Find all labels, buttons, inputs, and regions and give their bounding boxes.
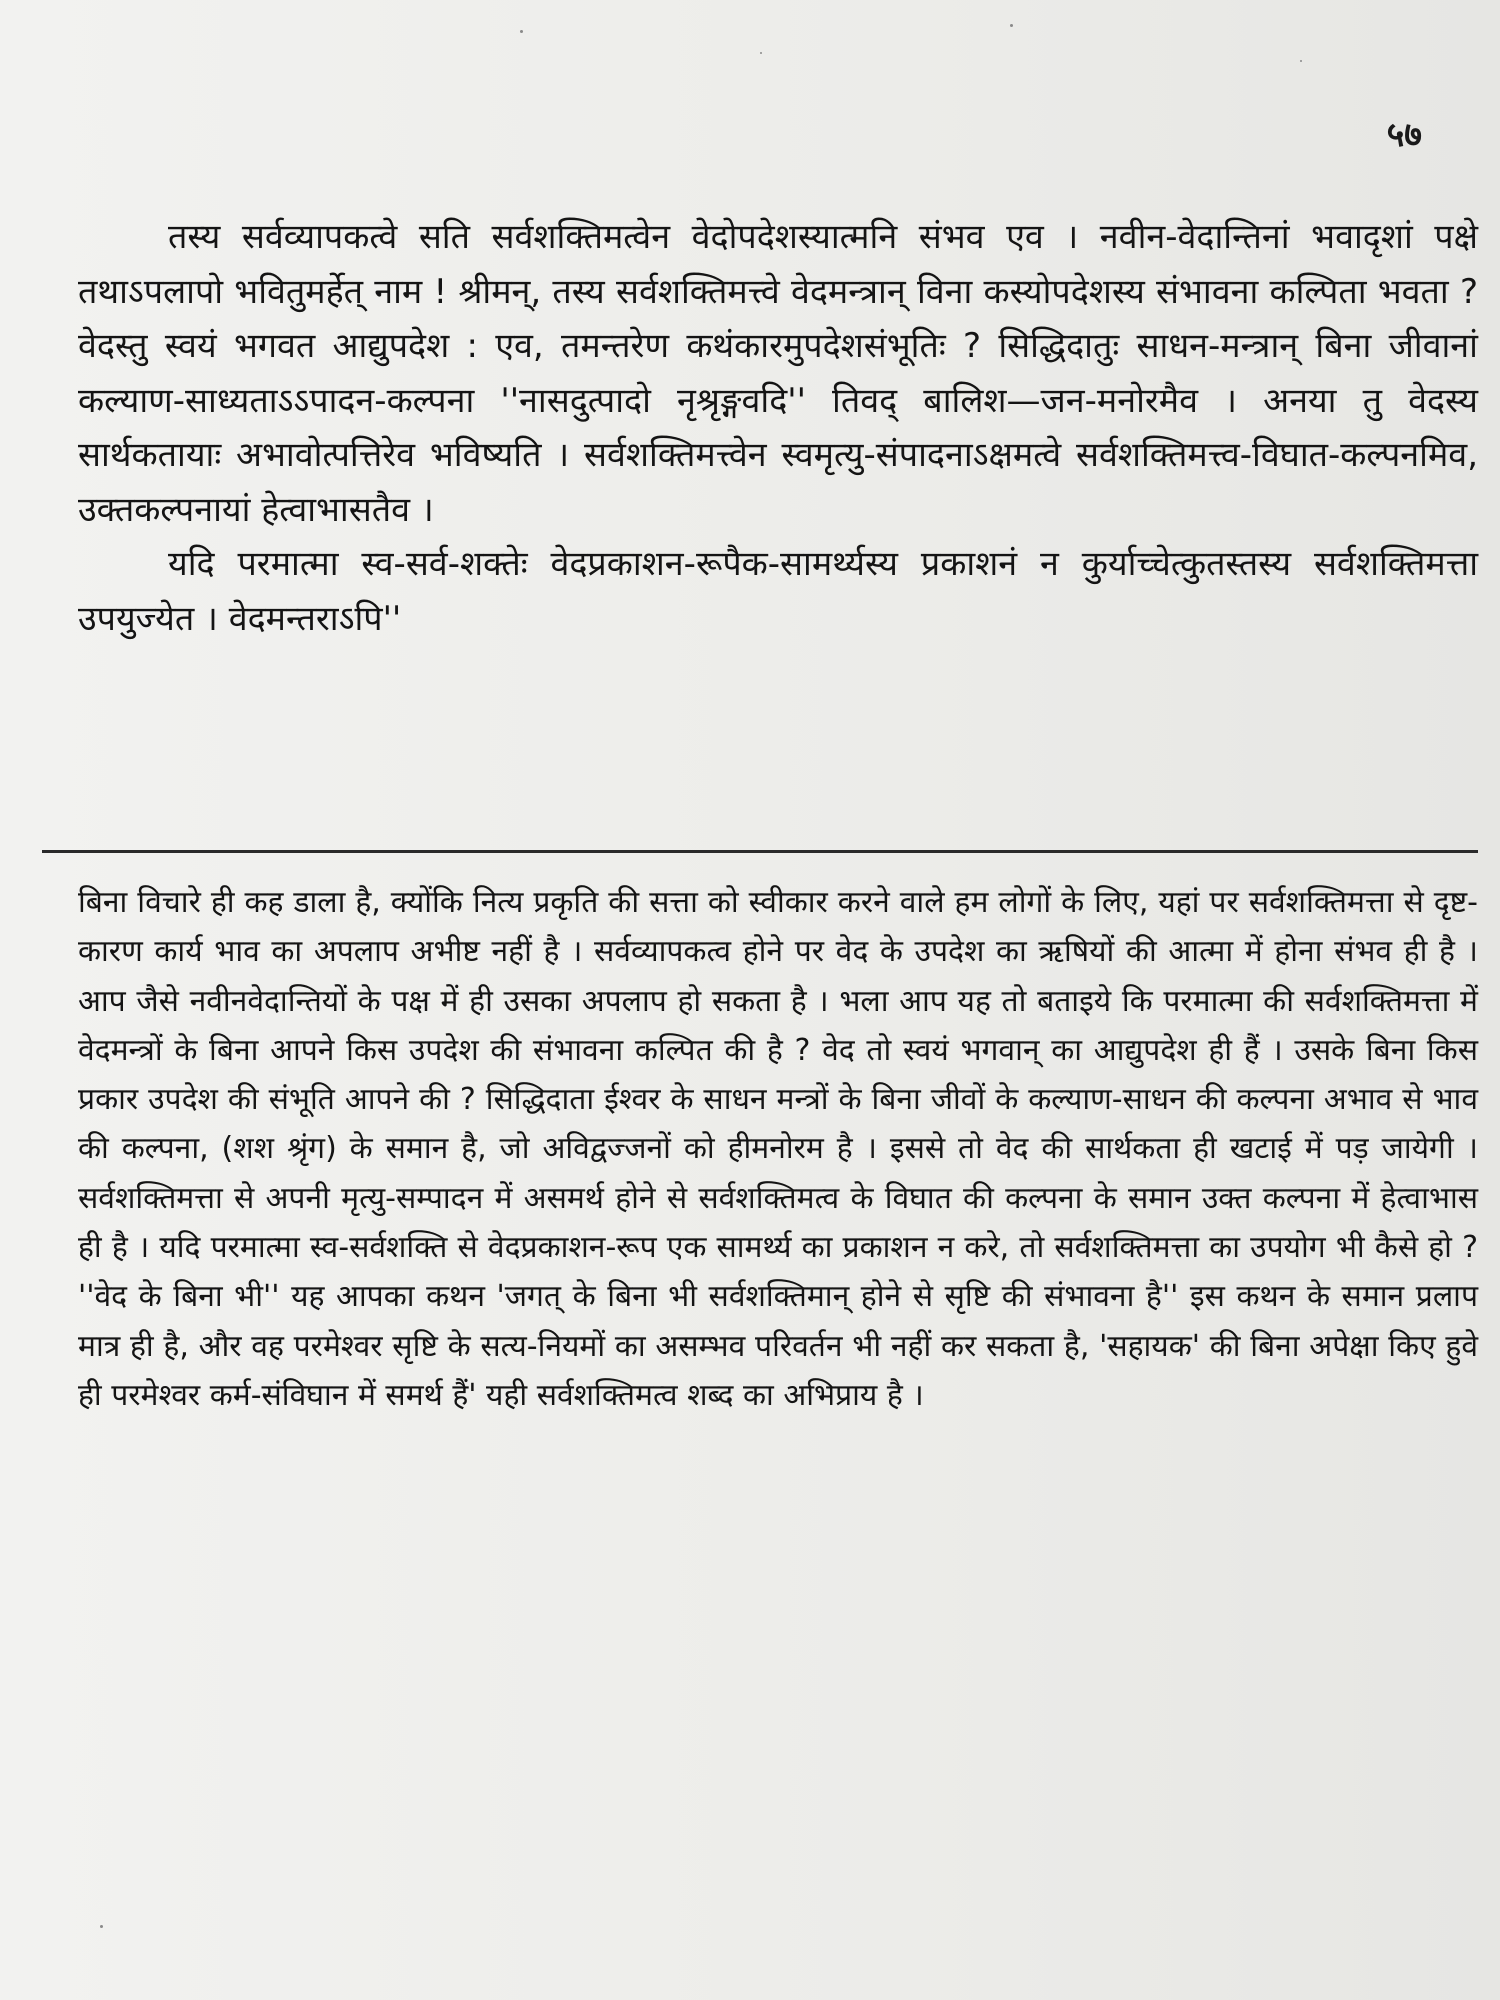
page-number: ५७ [1386,115,1422,155]
sanskrit-paragraph-2: यदि परमात्मा स्व-सर्व-शक्तेः वेदप्रकाशन-रूपैक-सामर्थ्यस्य प्रकाशनं न कुर्याच्चेत्कुतस्तस्य सर्वशक्तिमत्ता उपयुज्येत । वेदमन्तराऽपि'' [78,544,1478,639]
sanskrit-text-block [78,210,1478,646]
paper-speck [100,1925,103,1928]
paper-speck [1300,60,1302,62]
paper-speck [1010,24,1013,27]
section-divider [42,850,1478,853]
paper-speck [520,30,523,33]
paper-speck [760,52,762,54]
hindi-translation-block [78,878,1478,1420]
hindi-paragraph: बिना विचारे ही कह डाला है, क्योंकि नित्य प्रकृति की सत्ता को स्वीकार करने वाले हम लोगों के लिए, यहां पर सर्वशक्तिमत्ता से दृष्ट-कारण कार्य भाव का अपलाप अभीष्ट नहीं है । सर्वव्यापकत्व होने पर वेद के उपदेश का ऋषियों की आत्मा में होना संभव ही है । आप जैसे नवीनवेदान्तियों के पक्ष में ही उसका अपलाप हो सकता है । भला आप यह तो बताइये कि परमात्मा की सर्वशक्तिमत्ता में वेदमन्त्रों के बिना आपने किस उपदेश की संभावना कल्पित की है ? वेद तो स्वयं भगवान् का आद्युपदेश ही हैं । उसके बिना किस प्रकार उपदेश की संभूति आपने की ? सिद्धिदाता ईश्वर के साधन मन्त्रों के बिना जीवों के कल्याण-साधन की कल्पना अभाव से भाव की कल्पना, (शश श्रृंग) के समान है, जो अविद्वज्जनों को हीमनोरम है । इससे तो वेद की सार्थकता ही खटाई में पड़ जायेगी । सर्वशक्तिमत्ता से अपनी मृत्यु-सम्पादन में असमर्थ होने से सर्वशक्तिमत्व के विघात की कल्पना के समान उक्त कल्पना में हेत्वाभास ही है । यदि परमात्मा स्व-सर्वशक्ति से वेदप्रकाशन-रूप एक सामर्थ्य का प्रकाशन न करे, तो सर्वशक्तिमत्ता का उपयोग भी कैसे हो ? ''वेद के बिना भी'' यह आपका कथन 'जगत् के बिना भी सर्वशक्तिमान् होने से सृष्टि की संभावना है'' इस कथन के समान प्रलाप मात्र ही है, और वह परमेश्वर सृष्टि के सत्य-नियमों का असम्भव परिवर्तन भी नहीं कर सकता है, 'सहायक' की बिना अपेक्षा किए हुवे ही परमेश्वर कर्म-संविघान में समर्थ हैं' यही सर्वशक्तिमत्व शब्द का अभिप्राय है । [78,885,1478,1413]
sanskrit-paragraph-1: तस्य सर्वव्यापकत्वे सति सर्वशक्तिमत्वेन वेदोपदेशस्यात्मनि संभव एव । नवीन-वेदान्तिनां भवादृशां पक्षे तथाऽपलापो भवितुमर्हेत् नाम ! श्रीमन्, तस्य सर्वशक्तिमत्त्वे वेदमन्त्रान् विना कस्योपदेशस्य संभावना कल्पिता भवता ? वेदस्तु स्वयं भगवत आद्युपदेश : एव, तमन्तरेण कथंकारमुपदेशसंभूतिः ? सिद्धिदातुः साधन-मन्त्रान् बिना जीवानां कल्याण-साध्यताऽऽपादन-कल्पना ''नासदुत्पादो नृश्रृङ्गवदि'' तिवद् बालिश—जन-मनोरमैव । अनया तु वेदस्य सार्थकतायाः अभावोत्पत्तिरेव भविष्यति । सर्वशक्तिमत्त्वेन स्वमृत्यु-संपादनाऽक्षमत्वे सर्वशक्तिमत्त्व-विघात-कल्पनमिव, उक्तकल्पनायां हेत्वाभासतैव । [78,217,1478,530]
